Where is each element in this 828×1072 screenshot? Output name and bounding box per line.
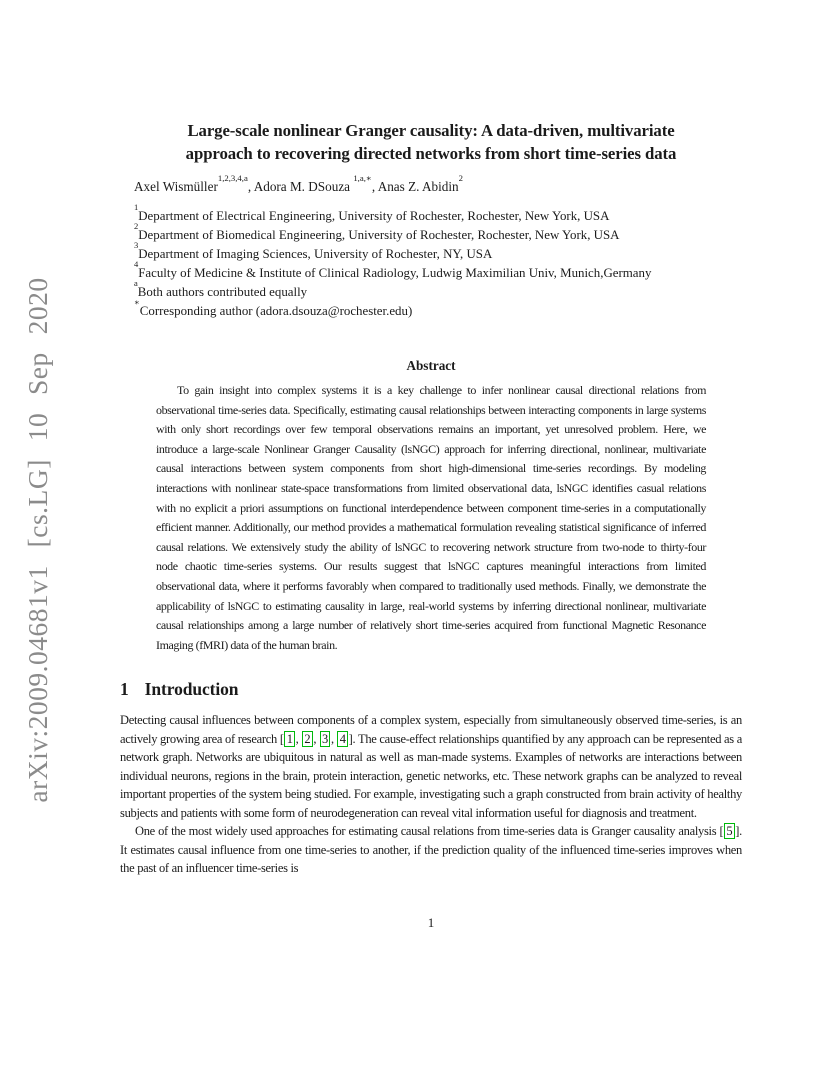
affiliation-line [134,297,742,321]
page-number: 1 [427,915,435,930]
affiliation-marker: 1 [134,202,139,213]
section-heading [120,679,742,700]
affiliation-line [134,259,742,283]
affiliations [120,202,742,321]
author [377,173,463,194]
section-number: 1 [120,679,129,700]
author-superscript: 1,a,∗ [353,173,372,184]
affiliation-marker: 4 [134,259,139,270]
affiliation-marker: 3 [134,240,139,251]
affiliation-marker: 2 [134,221,139,232]
affiliation-text: Faculty of Medicine & Institute of Clinical Radiology, Ludwig Maximilian Univ, Munich,Germany [138,266,652,280]
author [253,173,372,194]
intro-paragraph: Detecting causal influences between components of a complex system, especially from simultaneously observed time-series, is an actively growing area of research [ 1 , 2 , 3 , 4 ]. The cause-effect relationships quantified by any approach can be represented as a network graph. Networks are ubiquitous in natural as well as man-made systems. Examples of networks are interactions between individual neurons, regions in the brain, protein interaction, genetic networks, etc. These network graphs can be analyzed to reveal important properties of the system being studied. For example, investigating such a graph constructed from brain activity of healthy subjects and patients with some form of neurodegeneration can reveal vital information useful for diagnosis and treatment. [120,713,742,820]
author [134,173,248,194]
affiliation-line [134,221,742,245]
author-name: Axel Wismüller [134,179,218,194]
author-superscript: 2 [458,173,463,184]
affiliation-marker: ∗ [134,297,140,308]
abstract-block [120,358,742,655]
section-title: Introduction [144,679,239,700]
citation-link[interactable]: 4 [337,731,348,747]
affiliation-text: Department of Electrical Engineering, University of Rochester, Rochester, New York, USA [138,209,610,223]
paper-content [120,0,742,878]
title-line-2: approach to recovering directed networks from short time-series data [185,144,677,163]
intro-paragraphs [120,711,742,878]
author-name: Anas Z. Abidin [377,179,459,194]
affiliation-text: Department of Biomedical Engineering, University of Rochester, Rochester, New York, USA [138,228,620,242]
author-superscript: 1,2,3,4,a [217,173,248,184]
affiliation-line [134,202,742,226]
abstract-heading: Abstract [406,358,456,373]
author-line: Axel Wismüller$^{1,2,3,4,a}$, Adora M. DSouza $^{1,a,∗}$, Anas Z. Abidin$^2$ [134,173,463,194]
abstract-text: To gain insight into complex systems it is a key challenge to infer nonlinear causal directional relations from observational time-series data. Specifically, estimating causal relationships between interacting components in large systems with only short recordings over few temporal observations remains an important, yet unresolved problem. Here, we introduce a large-scale Nonlinear Granger Causality (lsNGC) approach for inferring directional, nonlinear, multivariate causal interactions between system components from short high-dimensional time-series recordings. By modeling interactions with nonlinear state-space transformations from limited observational data, lsNGC identifies casual relations with no explicit a priori assumptions on functional interdependence between component time-series in a computationally efficient manner. Additionally, our method provides a mathematical formulation revealing statistical significance of inferred causal relations. We extensively study the ability of lsNGC to recovering network structure from two-node to thirty-four node chaotic time-series systems. Our results suggest that lsNGC captures meaningful interactions from limited observational data, where it performs favorably when compared to traditionally used methods. Finally, we demonstrate the applicability of lsNGC to estimating causality in large, real-world systems by inferring directional nonlinear, multivariate causal relationships among a large number of relatively short time-series acquired from functional Magnetic Resonance Imaging (fMRI) data of the human brain. [156,383,706,652]
affiliation-marker: a [134,278,138,289]
arxiv-watermark: arXiv:2009.04681v1 [cs.LG] 10 Sep 2020 [22,277,53,803]
paper-title [120,119,742,165]
intro-paragraph: One of the most widely used approaches for estimating causal relations from time-series data is Granger causality analysis [ 5 ]. It estimates causal influence from one time-series to another, if the prediction quality of the influenced time-series improves when the past of an influencer time-series is [120,824,742,876]
citation-link[interactable]: 3 [320,731,331,747]
affiliation-line [134,278,742,302]
affiliation-text: Both authors contributed equally [137,285,308,299]
citation-link[interactable]: 1 [284,731,295,747]
citation-link[interactable]: 5 [724,823,735,839]
affiliation-text: Department of Imaging Sciences, University of Rochester, NY, USA [138,247,493,261]
affiliation-line [134,240,742,264]
citation-link[interactable]: 2 [302,731,313,747]
title-line-1: Large-scale nonlinear Granger causality: A data-driven, multivariate [187,121,675,140]
affiliation-text: Corresponding author (adora.dsouza@rochester.edu) [139,304,413,318]
author-name: Adora M. DSouza [253,179,354,194]
